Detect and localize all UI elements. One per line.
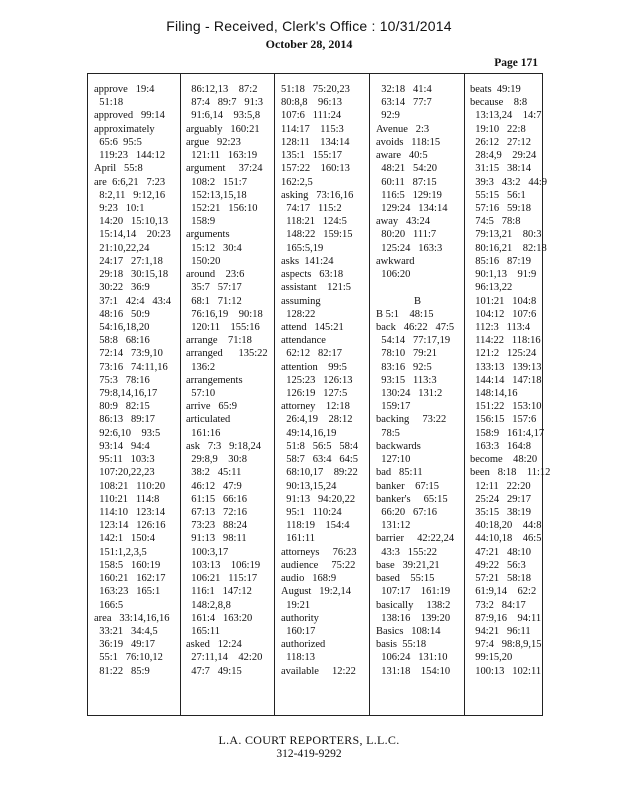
index-line: back 46:22 47:5	[376, 321, 455, 333]
index-line: 8:2,11 9:12,16	[94, 189, 166, 201]
index-line: 74:17 115:2	[281, 202, 342, 214]
index-line: 114:22 118:16	[470, 335, 541, 347]
index-line: 33:21 34:4,5	[94, 625, 158, 637]
index-line: barrier 42:22,24	[376, 533, 455, 545]
index-line: 151:22 153:10	[470, 401, 542, 413]
index-line: 161:4 163:20	[186, 612, 253, 624]
index-line: 58:8 68:16	[94, 335, 150, 347]
index-line: 118:21 124:5	[281, 216, 347, 228]
index-line: 156:15 157:6	[470, 414, 537, 426]
index-line: are 6:6,21 7:23	[94, 176, 166, 188]
index-line: backwards	[376, 440, 421, 452]
index-line: 86:12,13 87:2	[186, 84, 258, 95]
index-line: 55:15 56:1	[470, 189, 526, 201]
index-line: base 39:21,21	[376, 559, 440, 571]
index-line: 148:14,16	[470, 388, 518, 400]
index-line: arrive 65:9	[186, 401, 238, 413]
index-line: 106:21 115:17	[186, 573, 258, 585]
index-line: 43:3 155:22	[376, 546, 437, 558]
index-line: 81:22 85:9	[94, 665, 150, 677]
index-line: 15:14,14 20:23	[94, 229, 171, 241]
index-line: audio 168:9	[281, 573, 337, 585]
index-line: 163:3 164:8	[470, 440, 531, 452]
index-line: 133:13 139:13	[470, 361, 542, 373]
index-line: 163:23 165:1	[94, 586, 161, 598]
index-line: 165:11	[186, 625, 221, 637]
index-line: 118:13	[281, 652, 316, 664]
index-line: 152:21 156:10	[186, 202, 258, 214]
index-line: banker 67:15	[376, 480, 439, 492]
index-line: backing 73:22	[376, 414, 447, 426]
column-divider	[369, 74, 370, 715]
index-line: 48:21 54:20	[376, 163, 437, 175]
index-line: 103:13 106:19	[186, 559, 261, 571]
index-line: 51:18 75:20,23	[281, 84, 350, 95]
index-line: 108:21 110:20	[94, 480, 166, 492]
index-line: assuming	[281, 295, 321, 307]
index-line: become 48:20	[470, 454, 538, 466]
index-line: 26:4,19 28:12	[281, 414, 353, 426]
court-reporter-name: L.A. COURT REPORTERS, L.L.C.	[218, 733, 400, 747]
index-line: 100:3,17	[186, 546, 229, 558]
index-line: 61:15 66:16	[186, 493, 247, 505]
index-line: argue 92:23	[186, 136, 241, 148]
index-line: 65:6 95:5	[94, 136, 142, 148]
index-line: 107:17 161:19	[376, 586, 451, 598]
index-line: 79:13,21 80:3	[470, 229, 542, 241]
index-line: 67:13 72:16	[186, 507, 247, 518]
index-line: 61:9,14 62:2	[470, 586, 537, 598]
index-line: 120:11 155:16	[186, 321, 260, 333]
index-line: 35:7 57:17	[186, 282, 242, 294]
index-line: 37:1 42:4 43:4	[94, 295, 172, 307]
word-index-table	[87, 73, 551, 716]
index-line: attendance	[281, 335, 326, 347]
index-line: 54:16,18,20	[94, 321, 150, 333]
index-line: 112:3 113:4	[470, 321, 531, 333]
index-line: 49:22 56:3	[470, 559, 526, 571]
index-line: based 55:15	[376, 573, 435, 585]
index-column-4	[376, 83, 459, 708]
index-line: 62:12 82:17	[281, 348, 342, 360]
index-line: authority	[281, 612, 319, 624]
index-line: 80:8,8 96:13	[281, 97, 342, 109]
index-line: 66:20 67:16	[376, 507, 437, 518]
page-number: Page 171	[494, 57, 538, 69]
index-line: 157:22 160:13	[281, 163, 350, 175]
index-line: 127:10	[376, 454, 411, 466]
index-line: because 8:8	[470, 97, 528, 109]
index-line: 14:20 15:10,13	[94, 216, 169, 228]
index-line: 26:12 27:12	[470, 136, 531, 148]
index-line: 73:16 74:11,16	[94, 361, 168, 373]
index-line: 48:16 50:9	[94, 308, 150, 320]
index-line: 39:3 43:2 44:9	[470, 176, 548, 188]
index-line: 29:18 30:15,18	[94, 269, 169, 281]
index-line: 15:12 30:4	[186, 242, 242, 254]
index-line: 73:23 88:24	[186, 520, 247, 532]
index-line: attend 145:21	[281, 321, 344, 333]
index-line: 106:24 131:10	[376, 652, 448, 664]
index-line: 87:4 89:7 91:3	[186, 97, 264, 109]
index-line: 31:15 38:14	[470, 163, 531, 175]
index-line: 87:9,16 94:11	[470, 612, 542, 624]
index-line: 73:2 84:17	[470, 599, 526, 611]
index-line: 78:5	[376, 427, 400, 439]
index-line: 19:21	[281, 599, 311, 611]
index-line	[376, 281, 459, 294]
index-line: 44:10,18 46:5	[470, 533, 542, 545]
index-line: 85:16 87:19	[470, 255, 531, 267]
index-line: 78:10 79:21	[376, 348, 437, 360]
index-line: 80:16,21 82:18	[470, 242, 547, 254]
index-line: 131:18 154:10	[376, 665, 451, 677]
index-line: 40:18,20 44:8	[470, 520, 542, 532]
index-line: arrangements	[186, 374, 243, 386]
index-line: 95:1 110:24	[281, 507, 342, 518]
index-line: 60:11 87:15	[376, 176, 437, 188]
index-line: 51:8 56:5 58:4	[281, 440, 359, 452]
index-line: 128:22	[281, 308, 316, 320]
index-line: 9:23 10:1	[94, 202, 145, 214]
index-line: 142:1 150:4	[94, 533, 155, 545]
index-line: 126:19 127:5	[281, 388, 348, 400]
index-line: 128:11 134:14	[281, 136, 350, 148]
index-line: 161:11	[281, 533, 316, 545]
index-line: 25:24 29:17	[470, 493, 531, 505]
index-line: 32:18 41:4	[376, 84, 432, 95]
index-line: approve 19:4	[94, 84, 155, 95]
index-line: beats 49:19	[470, 84, 521, 95]
index-line: assistant 121:5	[281, 282, 351, 294]
index-line: 38:2 45:11	[186, 467, 242, 479]
index-line: 144:14 147:18	[470, 374, 542, 386]
index-line: attorneys 76:23	[281, 546, 357, 558]
index-line: 75:3 78:16	[94, 374, 150, 386]
index-line: 97:4 98:8,9,15	[470, 639, 542, 651]
index-line: 118:19 154:4	[281, 520, 350, 532]
index-line: 90:1,13 91:9	[470, 269, 537, 281]
index-line: 46:12 47:9	[186, 480, 242, 492]
index-line: 131:12	[376, 520, 411, 532]
index-line: 125:24 163:3	[376, 242, 443, 254]
index-line: asks 141:24	[281, 255, 334, 267]
index-line: 160:17	[281, 625, 316, 637]
index-line: arranged 135:22	[186, 348, 268, 360]
index-line: 80:9 82:15	[94, 401, 150, 413]
index-line: arguably 160:21	[186, 123, 260, 135]
index-line: been 8:18 11:12	[470, 467, 551, 479]
index-line: 91:6,14 93:5,8	[186, 110, 261, 122]
index-line: 90:13,15,24	[281, 480, 337, 492]
index-line: 47:7 49:15	[186, 665, 242, 677]
index-line: 24:17 27:1,18	[94, 255, 163, 267]
index-line: 158:9	[186, 216, 216, 228]
index-line: 94:21 96:11	[470, 625, 531, 637]
index-line: 28:4,9 29:24	[470, 150, 537, 162]
index-line: 21:10,22,24	[94, 242, 150, 254]
index-line: approved 99:14	[94, 110, 165, 122]
court-reporter-phone: 312-419-9292	[276, 748, 342, 760]
index-line: 93:14 94:4	[94, 440, 150, 452]
index-line: available 12:22	[281, 665, 356, 677]
index-line: articulated	[186, 414, 231, 426]
index-line: arrange 71:18	[186, 335, 252, 347]
index-line: April 55:8	[94, 163, 143, 175]
index-line: 165:5,19	[281, 242, 324, 254]
index-line: 83:16 92:5	[376, 361, 432, 373]
index-line: aware 40:5	[376, 150, 428, 162]
index-line: 57:16 59:18	[470, 202, 531, 214]
index-line: 138:16 139:20	[376, 612, 451, 624]
index-line: 125:23 126:13	[281, 374, 353, 386]
index-line: 129:24 134:14	[376, 202, 448, 214]
index-line: 86:13 89:17	[94, 414, 155, 426]
index-line: attention 99:5	[281, 361, 347, 373]
index-line: 158:5 160:19	[94, 559, 161, 571]
index-line: 92:6,10 93:5	[94, 427, 161, 439]
index-line: 101:21 104:8	[470, 295, 537, 307]
index-line: B 5:1 48:15	[376, 308, 434, 320]
index-line: Basics 108:14	[376, 625, 441, 637]
index-line: basically 138:2	[376, 599, 451, 611]
index-line: 114:17 115:3	[281, 123, 344, 135]
index-line: 13:13,24 14:7	[470, 110, 542, 122]
column-divider	[180, 74, 181, 715]
index-line: avoids 118:15	[376, 136, 441, 148]
index-line: 51:18	[94, 97, 124, 109]
index-line: 76:16,19 90:18	[186, 308, 263, 320]
index-line: 12:11 22:20	[470, 480, 531, 492]
index-line: 57:10	[186, 388, 216, 400]
index-line: asked 12:24	[186, 639, 242, 651]
index-line: argument 37:24	[186, 163, 263, 175]
index-line: 162:2,5	[281, 176, 313, 188]
index-line: 79:8,14,16,17	[94, 388, 158, 400]
index-line: 47:21 48:10	[470, 546, 531, 558]
index-column-3	[281, 83, 364, 708]
index-line: 63:14 77:7	[376, 97, 432, 109]
index-line: August 19:2,14	[281, 586, 352, 598]
index-line: 148:2,8,8	[186, 599, 231, 611]
index-line: 96:13,22	[470, 282, 513, 294]
column-divider	[274, 74, 275, 715]
index-line: 135:1 155:17	[281, 150, 342, 162]
document-date: October 28, 2014	[265, 37, 353, 51]
filing-stamp: Filing - Received, Clerk's Office : 10/31/2014	[166, 18, 452, 34]
index-line: away 43:24	[376, 216, 430, 228]
index-column-5	[470, 83, 551, 708]
index-line: 152:13,15,18	[186, 189, 247, 201]
index-line: 104:12 107:6	[470, 308, 537, 320]
index-line: approximately	[94, 123, 155, 135]
index-line: 57:21 58:18	[470, 573, 531, 585]
index-line: 36:19 49:17	[94, 639, 155, 651]
index-line: 74:5 78:8	[470, 216, 521, 228]
index-line: 91:13 94:20,22	[281, 493, 356, 505]
index-line: bad 85:11	[376, 467, 423, 479]
index-line: attorney 12:18	[281, 401, 350, 413]
index-line: 160:21 162:17	[94, 573, 166, 585]
index-line: banker's 65:15	[376, 493, 448, 505]
index-line: 158:9 161:4,17	[470, 427, 545, 439]
index-line: 148:22 159:15	[281, 229, 353, 241]
index-line: audience 75:22	[281, 559, 356, 571]
index-line: 29:8,9 30:8	[186, 454, 247, 466]
index-line: 68:10,17 89:22	[281, 467, 358, 479]
index-line: 166:5	[94, 599, 124, 611]
index-column-2	[186, 83, 269, 708]
index-line: 68:1 71:12	[186, 295, 242, 307]
index-line: 27:11,14 42:20	[186, 652, 263, 664]
index-line: 91:13 98:11	[186, 533, 247, 545]
index-line: 161:16	[186, 427, 221, 439]
index-line: asking 73:16,16	[281, 189, 354, 201]
index-line: 92:9	[376, 110, 400, 122]
index-line: arguments	[186, 229, 230, 241]
index-line: B	[413, 295, 421, 307]
index-line: awkward	[376, 255, 415, 267]
index-line: 80:20 111:7	[376, 229, 437, 241]
index-line: 49:14,16,19	[281, 427, 337, 439]
index-line: 54:14 77:17,19	[376, 335, 451, 347]
index-line: 121:2 125:24	[470, 348, 537, 360]
index-line: 114:10 123:14	[94, 507, 166, 518]
index-line: authorized	[281, 639, 326, 651]
index-line: 72:14 73:9,10	[94, 348, 163, 360]
index-line: 151:1,2,3,5	[94, 546, 147, 558]
index-line: 93:15 113:3	[376, 374, 437, 386]
index-line: around 23:6	[186, 269, 245, 281]
index-line: 35:15 38:19	[470, 507, 531, 518]
index-line: 130:24 131:2	[376, 388, 443, 400]
index-line: 116:1 147:12	[186, 586, 252, 598]
column-divider	[464, 74, 465, 715]
index-line: 99:15,20	[470, 652, 513, 664]
index-line: 136:2	[186, 361, 216, 373]
index-line: 107:6 111:24	[281, 110, 342, 122]
index-line: area 33:14,16,16	[94, 612, 170, 624]
index-column-1	[94, 83, 177, 708]
index-line: 55:1 76:10,12	[94, 652, 163, 664]
index-line: 58:7 63:4 64:5	[281, 454, 359, 466]
index-line: 121:11 163:19	[186, 150, 258, 162]
index-line: 106:20	[376, 269, 411, 281]
index-line: 159:17	[376, 401, 411, 413]
index-line: 116:5 129:19	[376, 189, 442, 201]
index-line: aspects 63:18	[281, 269, 344, 281]
index-line: Avenue 2:3	[376, 123, 430, 135]
index-line: 123:14 126:16	[94, 520, 166, 532]
index-line: 100:13 102:11	[470, 665, 542, 677]
index-line: 30:22 36:9	[94, 282, 150, 294]
index-line: 150:20	[186, 255, 221, 267]
index-line: 110:21 114:8	[94, 493, 160, 505]
index-line: 108:2 151:7	[186, 176, 247, 188]
index-line: 107:20,22,23	[94, 467, 155, 479]
index-line: 95:11 103:3	[94, 454, 155, 466]
index-line: 119:23 144:12	[94, 150, 166, 162]
index-line: basis 55:18	[376, 639, 427, 651]
index-line: ask 7:3 9:18,24	[186, 440, 261, 452]
index-line: 19:10 22:8	[470, 123, 526, 135]
